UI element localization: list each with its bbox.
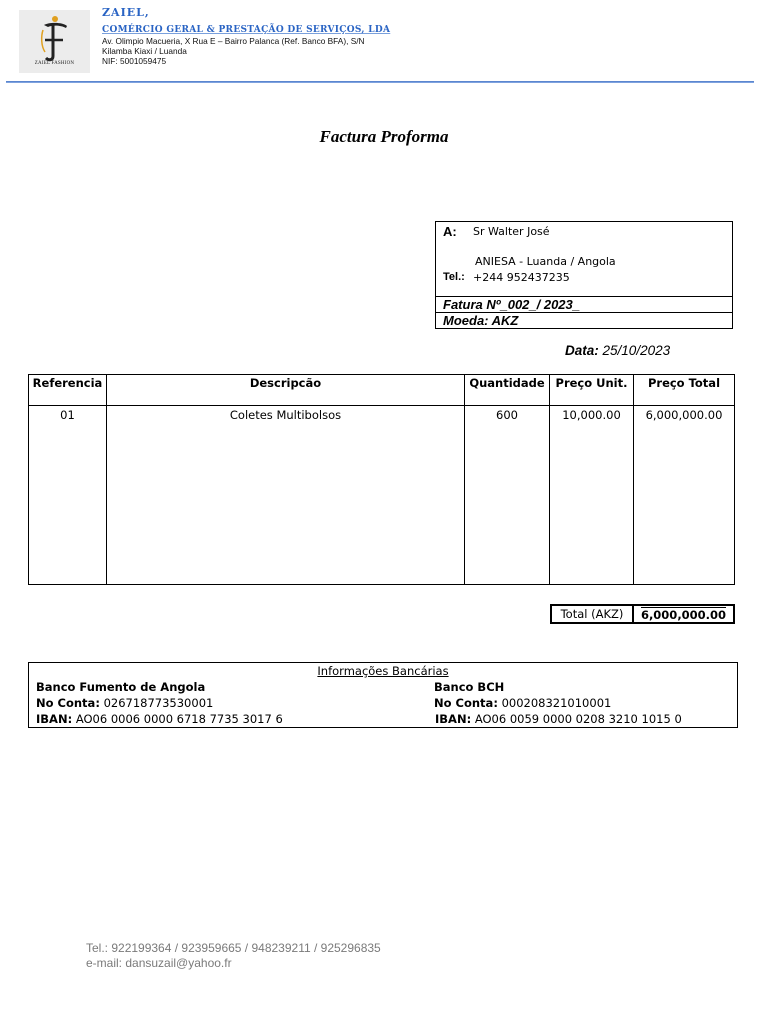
company-info bbox=[102, 6, 432, 66]
header-quantidade: Quantidade bbox=[469, 376, 545, 390]
right-bank-name: Banco BCH bbox=[434, 680, 505, 694]
footer-phones: Tel.: 922199364 / 923959665 / 948239211 / 925296835 bbox=[86, 941, 381, 955]
header-preco-total: Preço Total bbox=[647, 376, 721, 390]
logo-caption: ZAIEL FASHION bbox=[34, 61, 75, 66]
company-address-line2: Kilamba Kiaxi / Luanda bbox=[102, 46, 187, 56]
document-title: Factura Proforma bbox=[319, 127, 449, 146]
total-value: 6,000,000.00 bbox=[640, 608, 727, 622]
date-label: Data: bbox=[565, 343, 599, 358]
invoice-number: Fatura Nº_002_/ 2023_ bbox=[443, 297, 581, 312]
left-bank-account: No Conta: 026718773530001 bbox=[36, 696, 214, 710]
invoice-date bbox=[565, 343, 670, 358]
company-address-line1: Av. Olimpio Macueria, X Rua E – Bairro Palanca (Ref. Banco BFA), S/N bbox=[102, 36, 365, 46]
total-value-box bbox=[634, 604, 735, 624]
invoice-number-row bbox=[436, 296, 732, 312]
company-nif: NIF: 5001059475 bbox=[102, 56, 167, 66]
client-tel-label: Tel.: bbox=[443, 271, 465, 283]
footer-contact bbox=[86, 941, 381, 971]
date-value: 25/10/2023 bbox=[602, 343, 671, 358]
right-bank-iban: IBAN: AO06 0059 0000 0208 3210 1015 0 bbox=[435, 712, 682, 726]
company-subtitle: COMÉRCIO GERAL & PRESTAÇÃO DE SERVIÇOS, LDA bbox=[102, 25, 391, 35]
header-row-divider bbox=[29, 405, 734, 406]
client-tel: +244 952437235 bbox=[473, 271, 570, 284]
client-box bbox=[435, 221, 733, 329]
header-divider bbox=[6, 81, 754, 83]
client-label: A: bbox=[443, 224, 457, 239]
cell-descricao: Coletes Multibolsos bbox=[229, 408, 342, 422]
client-organization: ANIESA - Luanda / Angola bbox=[475, 255, 616, 268]
header-preco-unit: Preço Unit. bbox=[555, 376, 628, 390]
bank-info-box bbox=[28, 662, 738, 728]
cell-quantidade: 600 bbox=[496, 408, 518, 422]
header-referencia: Referencia bbox=[32, 376, 103, 390]
cell-preco-unit: 10,000.00 bbox=[562, 408, 621, 422]
company-name: ZAIEL, bbox=[102, 6, 150, 19]
header-descripcao: Descripcão bbox=[249, 376, 322, 390]
column-divider bbox=[29, 375, 634, 584]
cell-referencia: 01 bbox=[60, 408, 75, 422]
company-logo bbox=[19, 10, 90, 73]
right-bank-account: No Conta: 000208321010001 bbox=[434, 696, 612, 710]
footer-email: e-mail: dansuzail@yahoo.fr bbox=[86, 956, 232, 970]
total-label: Total (AKZ) bbox=[550, 604, 634, 624]
items-table bbox=[28, 374, 735, 585]
client-name: Sr Walter José bbox=[473, 225, 550, 238]
left-bank-name: Banco Fumento de Angola bbox=[36, 680, 206, 694]
currency-row bbox=[436, 312, 732, 328]
cell-preco-total: 6,000,000.00 bbox=[645, 408, 723, 422]
currency: Moeda: AKZ bbox=[443, 313, 519, 328]
bank-info-title: Informações Bancárias bbox=[317, 664, 449, 678]
left-bank-iban: IBAN: AO06 0006 0000 6718 7735 3017 6 bbox=[36, 712, 283, 726]
